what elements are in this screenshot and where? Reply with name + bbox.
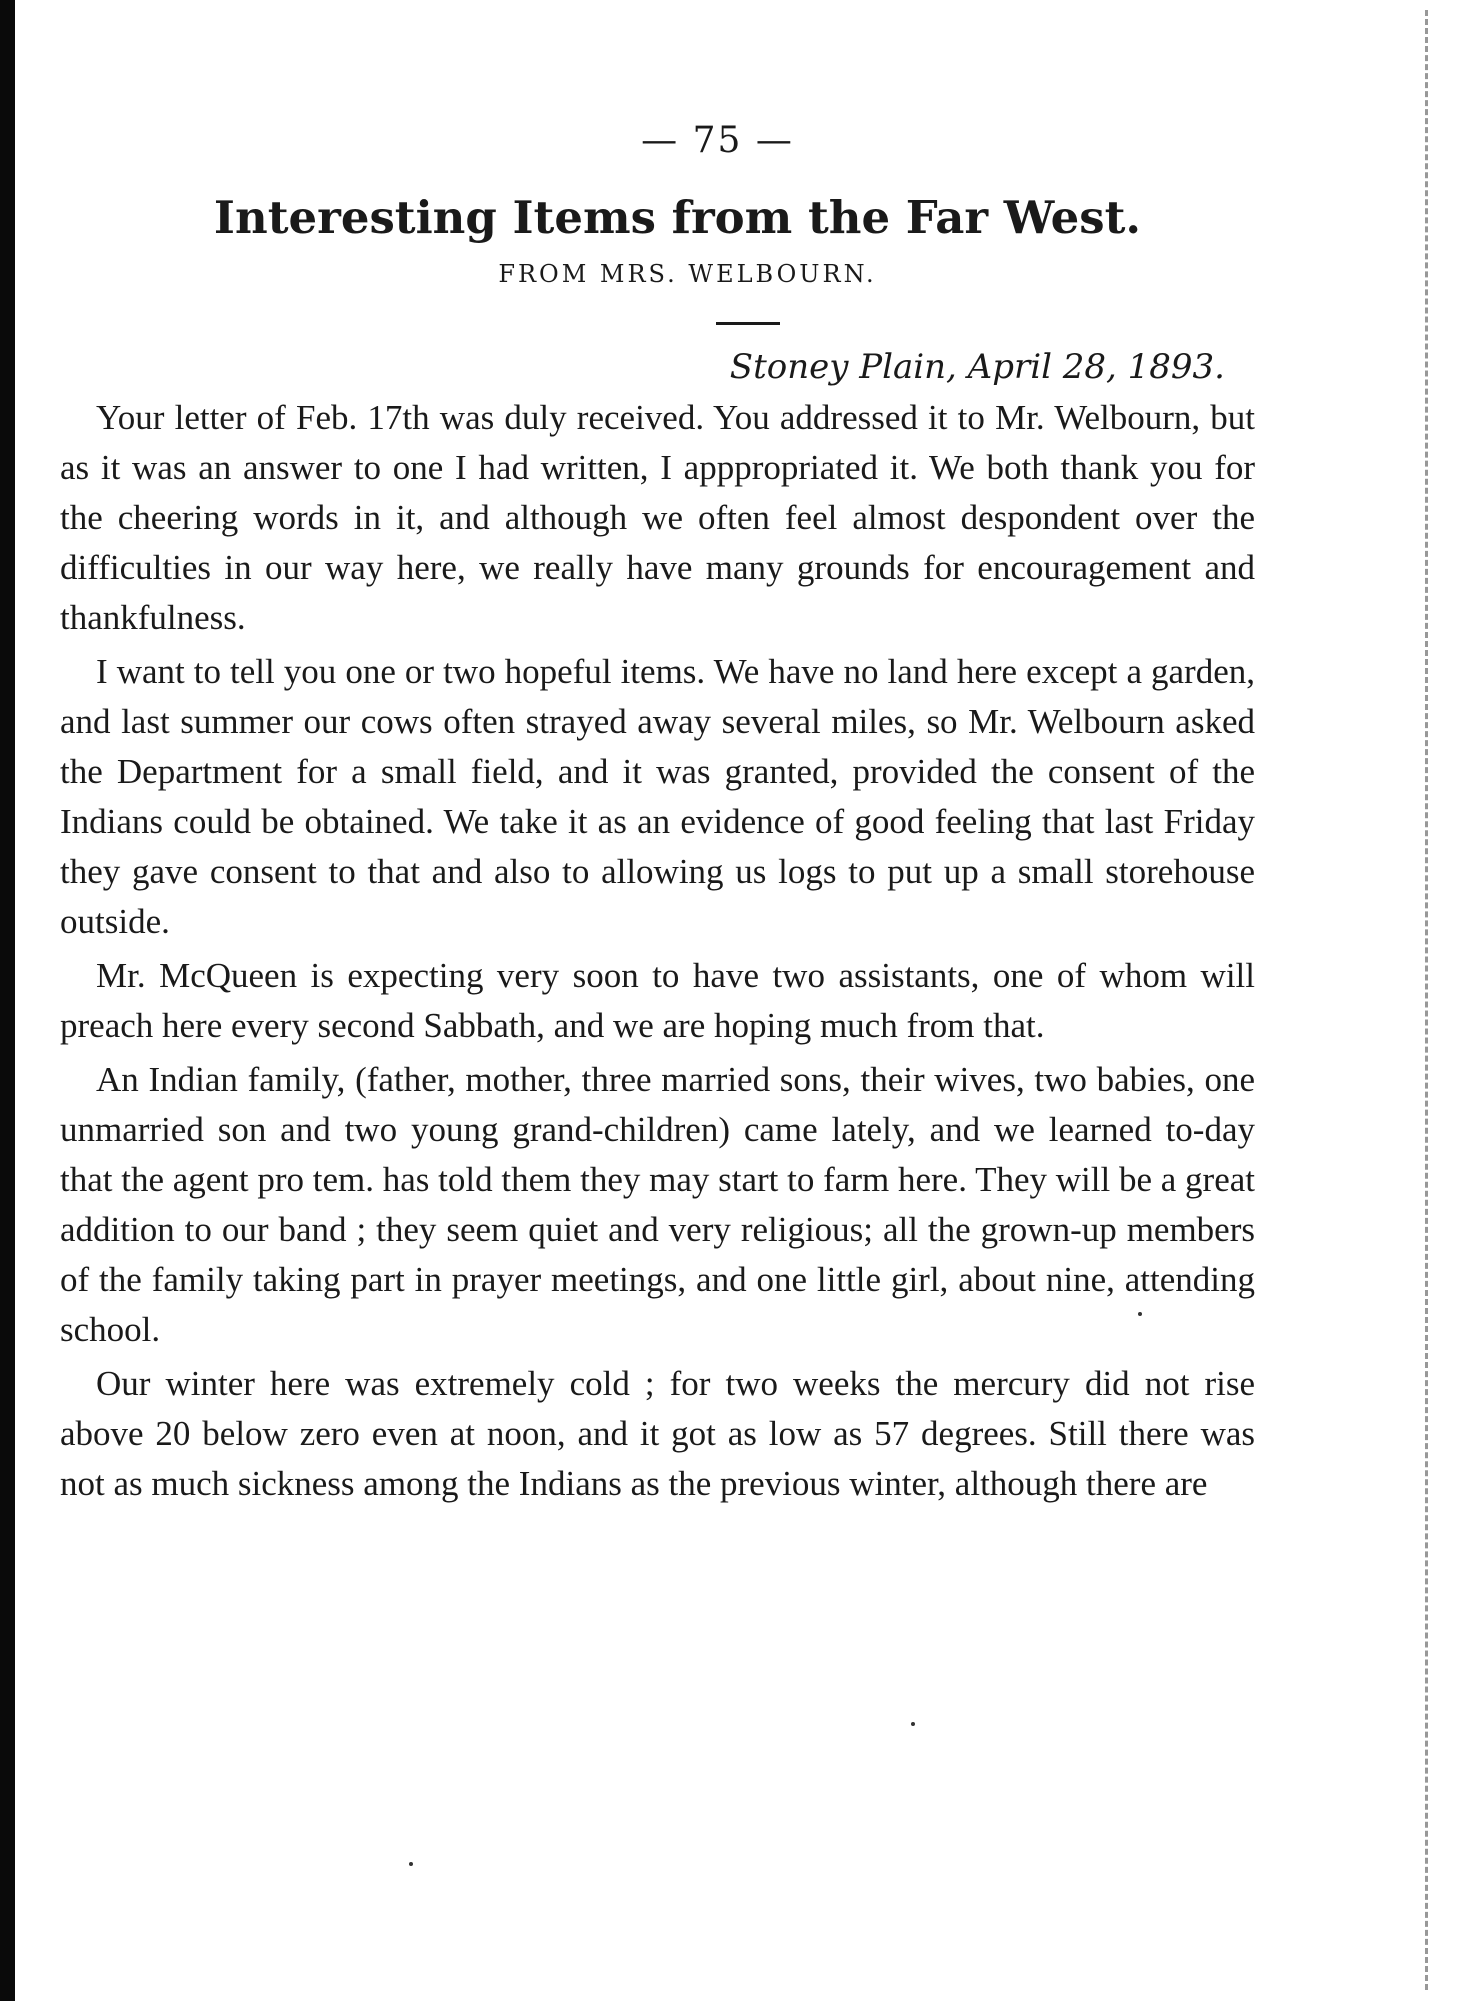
paragraph: Our winter here was extremely cold ; for two weeks the mercury did not rise above 20 below zero even at noon, and it got as low as 57 degrees. Still there was not as much sickness among the Indians as the previous winter, although there are	[60, 1364, 1255, 1503]
scan-edge-bar	[0, 0, 15, 2001]
document-page	[60, 120, 1255, 1513]
paragraph: Mr. McQueen is expecting very soon to have two assistants, one of whom will preach here every second Sabbath, and we are hoping much from that.	[60, 956, 1255, 1045]
page-number: — 75 —	[641, 120, 794, 161]
paragraph: Your letter of Feb. 17th was duly received. You addressed it to Mr. Welbourn, but as it was an answer to one I had written, I apppropriated it. We both thank you for the cheering words in it, and although we often feel almost despondent over the difficulties in our way here, we really have many grounds for encouragement and thankfulness.	[60, 398, 1255, 637]
paragraph: An Indian family, (father, mother, three married sons, their wives, two babies, one unmarried son and two young grand-children) came lately, and we learned to-day that the agent pro tem. has told them they may start to farm here. They will be a great addition to our band ; they seem quiet and very religious; all the grown-up members of the family taking part in prayer meetings, and one little girl, about nine, attending school.	[60, 1060, 1255, 1349]
article-byline: FROM MRS. WELBOURN.	[498, 260, 877, 288]
section-rule	[716, 322, 780, 325]
scan-speck	[409, 1862, 413, 1866]
scan-right-edge	[1425, 10, 1431, 1990]
article-title: Interesting Items from the Far West.	[213, 191, 1142, 244]
letter-dateline: Stoney Plain, April 28, 1893.	[729, 347, 1225, 387]
paragraph: I want to tell you one or two hopeful items. We have no land here except a garden, and last summer our cows often strayed away several miles, so Mr. Welbourn asked the Department for a small field, and it was granted, provided the consent of the Indians could be obtained. We take it as an evidence of good feeling that last Friday they gave consent to that and also to allowing us logs to put up a small storehouse outside.	[60, 652, 1255, 941]
scan-speck	[911, 1722, 915, 1726]
